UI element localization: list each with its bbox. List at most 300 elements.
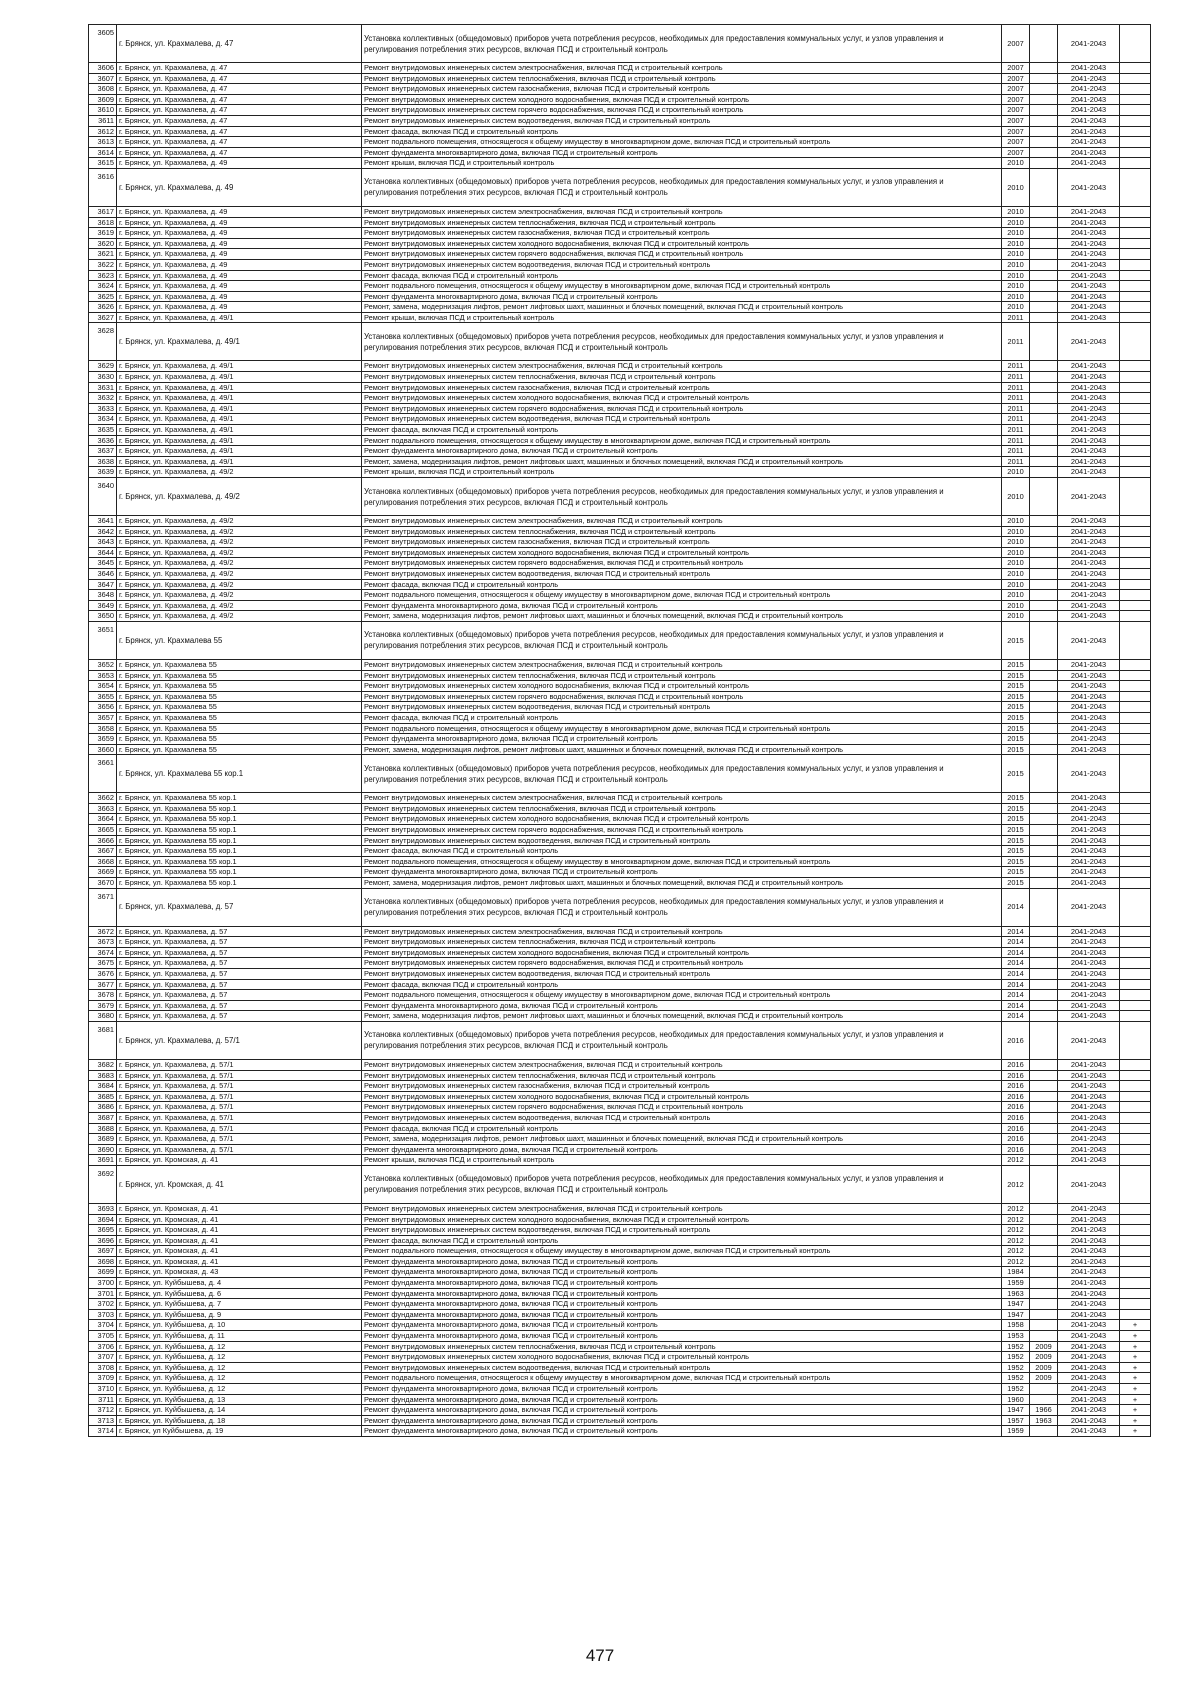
table-row: [89, 537, 1151, 548]
row-number: 3671: [89, 888, 117, 926]
mark-cell: [1120, 1278, 1151, 1289]
repair-period-cell: 2041-2043: [1058, 1225, 1120, 1236]
address-cell: г. Брянск, ул. Куйбышева, д. 12: [117, 1373, 362, 1384]
last-repair-year-cell: [1030, 361, 1058, 372]
last-repair-year-cell: [1030, 990, 1058, 1001]
work-type-cell: Ремонт подвального помещения, относящегося к общему имуществу в многоквартирном доме, включая ПСД и строительный контроль: [362, 856, 1002, 867]
row-number: 3625: [89, 291, 117, 302]
table-row: [89, 1214, 1151, 1225]
table-row: [89, 281, 1151, 292]
row-number: 3681: [89, 1021, 117, 1059]
address-cell: г. Брянск, ул. Крахмалева, д. 57: [117, 979, 362, 990]
work-type-cell: Ремонт внутридомовых инженерных систем холодного водоснабжения, включая ПСД и строительный контроль: [362, 393, 1002, 404]
mark-cell: [1120, 979, 1151, 990]
row-number: 3618: [89, 217, 117, 228]
table-row: [89, 105, 1151, 116]
last-repair-year-cell: [1030, 281, 1058, 292]
work-type-cell: Установка коллективных (общедомовых) приборов учета потребления ресурсов, необходимых для предоставления коммунальных услуг, и узлов управления и регулирования потребления этих ресурсов, включая ПСД и строительный контроль: [362, 888, 1002, 926]
work-type-cell: Ремонт фундамента многоквартирного дома, включая ПСД и строительный контроль: [362, 600, 1002, 611]
work-type-cell: Ремонт фундамента многоквартирного дома, включая ПСД и строительный контроль: [362, 1299, 1002, 1310]
last-repair-year-cell: [1030, 1267, 1058, 1278]
row-number: 3665: [89, 825, 117, 836]
mark-cell: [1120, 1102, 1151, 1113]
year-built-cell: 2010: [1002, 526, 1030, 537]
row-number: 3670: [89, 878, 117, 889]
work-type-cell: Ремонт внутридомовых инженерных систем водоотведения, включая ПСД и строительный контроль: [362, 1112, 1002, 1123]
address-cell: г. Брянск, ул. Крахмалева, д. 57/1: [117, 1144, 362, 1155]
mark-cell: [1120, 478, 1151, 516]
work-type-cell: Ремонт внутридомовых инженерных систем холодного водоснабжения, включая ПСД и строительный контроль: [362, 547, 1002, 558]
table-row: [89, 84, 1151, 95]
work-type-cell: Ремонт, замена, модернизация лифтов, ремонт лифтовых шахт, машинных и блочных помещений, включая ПСД и строительный контроль: [362, 1134, 1002, 1145]
address-cell: г. Брянск, ул. Куйбышева, д. 14: [117, 1405, 362, 1416]
last-repair-year-cell: [1030, 937, 1058, 948]
last-repair-year-cell: [1030, 744, 1058, 755]
address-cell: г. Брянск, ул. Крахмалева, д. 49: [117, 302, 362, 313]
work-type-cell: Ремонт внутридомовых инженерных систем холодного водоснабжения, включая ПСД и строительный контроль: [362, 681, 1002, 692]
table-row: [89, 691, 1151, 702]
repair-period-cell: 2041-2043: [1058, 979, 1120, 990]
last-repair-year-cell: [1030, 372, 1058, 383]
repair-period-cell: 2041-2043: [1058, 168, 1120, 206]
year-built-cell: 2015: [1002, 659, 1030, 670]
address-cell: г. Брянск, ул. Крахмалева, д. 57: [117, 888, 362, 926]
table-row: [89, 1384, 1151, 1395]
last-repair-year-cell: [1030, 115, 1058, 126]
address-cell: г. Брянск, ул. Крахмалева, д. 47: [117, 105, 362, 116]
mark-cell: [1120, 1155, 1151, 1166]
year-built-cell: 2015: [1002, 621, 1030, 659]
address-cell: г. Брянск, ул. Крахмалева 55: [117, 659, 362, 670]
address-cell: г. Брянск, ул. Крахмалева 55: [117, 723, 362, 734]
repair-period-cell: 2041-2043: [1058, 1278, 1120, 1289]
mark-cell: [1120, 393, 1151, 404]
repair-period-cell: 2041-2043: [1058, 755, 1120, 793]
work-type-cell: Ремонт внутридомовых инженерных систем водоотведения, включая ПСД и строительный контроль: [362, 1225, 1002, 1236]
last-repair-year-cell: [1030, 611, 1058, 622]
table-row: [89, 867, 1151, 878]
year-built-cell: 2010: [1002, 158, 1030, 169]
repair-period-cell: 2041-2043: [1058, 126, 1120, 137]
year-built-cell: 2012: [1002, 1235, 1030, 1246]
address-cell: г. Брянск, ул. Крахмалева, д. 49: [117, 281, 362, 292]
mark-cell: [1120, 1246, 1151, 1257]
year-built-cell: 1952: [1002, 1384, 1030, 1395]
table-row: [89, 137, 1151, 148]
work-type-cell: Ремонт фасада, включая ПСД и строительный контроль: [362, 1235, 1002, 1246]
address-cell: г. Брянск, ул. Крахмалева, д. 57/1: [117, 1070, 362, 1081]
year-built-cell: 2014: [1002, 979, 1030, 990]
year-built-cell: 2014: [1002, 937, 1030, 948]
last-repair-year-cell: [1030, 1165, 1058, 1203]
year-built-cell: 2010: [1002, 537, 1030, 548]
last-repair-year-cell: [1030, 803, 1058, 814]
year-built-cell: 2012: [1002, 1246, 1030, 1257]
repair-period-cell: 2041-2043: [1058, 414, 1120, 425]
year-built-cell: 1953: [1002, 1331, 1030, 1342]
repair-period-cell: 2041-2043: [1058, 846, 1120, 857]
table-row: [89, 814, 1151, 825]
table-row: [89, 1405, 1151, 1416]
repair-period-cell: 2041-2043: [1058, 888, 1120, 926]
address-cell: г. Брянск, ул. Крахмалева, д. 49: [117, 217, 362, 228]
mark-cell: [1120, 63, 1151, 74]
table-row: [89, 1288, 1151, 1299]
address-cell: г. Брянск, ул. Кромская, д. 41: [117, 1235, 362, 1246]
repair-period-cell: 2041-2043: [1058, 926, 1120, 937]
address-cell: г. Брянск, ул. Крахмалева 55: [117, 702, 362, 713]
row-number: 3687: [89, 1112, 117, 1123]
work-type-cell: Ремонт фундамента многоквартирного дома, включая ПСД и строительный контроль: [362, 867, 1002, 878]
mark-cell: [1120, 1235, 1151, 1246]
work-type-cell: Ремонт фундамента многоквартирного дома, включая ПСД и строительный контроль: [362, 1426, 1002, 1437]
row-number: 3606: [89, 63, 117, 74]
year-built-cell: 2012: [1002, 1155, 1030, 1166]
last-repair-year-cell: [1030, 403, 1058, 414]
row-number: 3683: [89, 1070, 117, 1081]
mark-cell: +: [1120, 1373, 1151, 1384]
last-repair-year-cell: 2009: [1030, 1352, 1058, 1363]
year-built-cell: 2011: [1002, 403, 1030, 414]
repair-period-cell: 2041-2043: [1058, 446, 1120, 457]
repair-period-cell: 2041-2043: [1058, 702, 1120, 713]
work-type-cell: Ремонт фасада, включая ПСД и строительный контроль: [362, 270, 1002, 281]
work-type-cell: Ремонт подвального помещения, относящегося к общему имуществу в многоквартирном доме, включая ПСД и строительный контроль: [362, 990, 1002, 1001]
row-number: 3610: [89, 105, 117, 116]
row-number: 3691: [89, 1155, 117, 1166]
year-built-cell: 2016: [1002, 1081, 1030, 1092]
year-built-cell: 2010: [1002, 249, 1030, 260]
repair-period-cell: 2041-2043: [1058, 1144, 1120, 1155]
address-cell: г. Брянск, ул. Куйбышева, д. 12: [117, 1384, 362, 1395]
table-row: [89, 516, 1151, 527]
row-number: 3706: [89, 1341, 117, 1352]
repair-period-cell: 2041-2043: [1058, 1288, 1120, 1299]
mark-cell: [1120, 228, 1151, 239]
mark-cell: [1120, 878, 1151, 889]
mark-cell: [1120, 926, 1151, 937]
repair-period-cell: 2041-2043: [1058, 137, 1120, 148]
address-cell: г. Брянск, ул. Крахмалева 55 кор.1: [117, 867, 362, 878]
work-type-cell: Ремонт подвального помещения, относящегося к общему имуществу в многоквартирном доме, включая ПСД и строительный контроль: [362, 281, 1002, 292]
address-cell: г. Брянск, ул. Крахмалева, д. 49/1: [117, 361, 362, 372]
repair-period-cell: 2041-2043: [1058, 835, 1120, 846]
last-repair-year-cell: [1030, 25, 1058, 63]
row-number: 3711: [89, 1394, 117, 1405]
last-repair-year-cell: [1030, 621, 1058, 659]
repair-period-cell: 2041-2043: [1058, 1134, 1120, 1145]
mark-cell: [1120, 1070, 1151, 1081]
address-cell: г. Брянск, ул Куйбышева, д. 19: [117, 1426, 362, 1437]
address-cell: г. Брянск, ул. Крахмалева, д. 47: [117, 137, 362, 148]
repair-period-cell: 2041-2043: [1058, 323, 1120, 361]
year-built-cell: 1947: [1002, 1309, 1030, 1320]
year-built-cell: 2010: [1002, 590, 1030, 601]
row-number: 3659: [89, 734, 117, 745]
repair-period-cell: 2041-2043: [1058, 1299, 1120, 1310]
address-cell: г. Брянск, ул. Кромская, д. 41: [117, 1256, 362, 1267]
work-type-cell: Ремонт подвального помещения, относящегося к общему имуществу в многоквартирном доме, включая ПСД и строительный контроль: [362, 590, 1002, 601]
row-number: 3714: [89, 1426, 117, 1437]
table-row: [89, 73, 1151, 84]
mark-cell: [1120, 1267, 1151, 1278]
mark-cell: [1120, 702, 1151, 713]
year-built-cell: 1952: [1002, 1373, 1030, 1384]
table-row: [89, 323, 1151, 361]
mark-cell: [1120, 1123, 1151, 1134]
row-number: 3639: [89, 467, 117, 478]
row-number: 3705: [89, 1331, 117, 1342]
table-row: [89, 835, 1151, 846]
mark-cell: +: [1120, 1331, 1151, 1342]
year-built-cell: 2011: [1002, 393, 1030, 404]
address-cell: г. Брянск, ул. Куйбышева, д. 12: [117, 1341, 362, 1352]
mark-cell: [1120, 206, 1151, 217]
row-number: 3643: [89, 537, 117, 548]
table-row: [89, 63, 1151, 74]
repair-period-cell: 2041-2043: [1058, 1102, 1120, 1113]
mark-cell: [1120, 937, 1151, 948]
work-type-cell: Ремонт внутридомовых инженерных систем водоотведения, включая ПСД и строительный контроль: [362, 702, 1002, 713]
year-built-cell: 2016: [1002, 1134, 1030, 1145]
mark-cell: [1120, 579, 1151, 590]
address-cell: г. Брянск, ул. Кромская, д. 41: [117, 1155, 362, 1166]
year-built-cell: 2007: [1002, 84, 1030, 95]
mark-cell: [1120, 867, 1151, 878]
row-number: 3661: [89, 755, 117, 793]
repair-period-cell: 2041-2043: [1058, 361, 1120, 372]
row-number: 3628: [89, 323, 117, 361]
row-number: 3605: [89, 25, 117, 63]
mark-cell: [1120, 446, 1151, 457]
repair-period-cell: 2041-2043: [1058, 84, 1120, 95]
year-built-cell: 2011: [1002, 456, 1030, 467]
address-cell: г. Брянск, ул. Крахмалева 55 кор.1: [117, 755, 362, 793]
table-row: [89, 1341, 1151, 1352]
table-row: [89, 1415, 1151, 1426]
row-number: 3686: [89, 1102, 117, 1113]
last-repair-year-cell: [1030, 825, 1058, 836]
work-type-cell: Ремонт внутридомовых инженерных систем теплоснабжения, включая ПСД и строительный контроль: [362, 526, 1002, 537]
row-number: 3626: [89, 302, 117, 313]
address-cell: г. Брянск, ул. Крахмалева, д. 49/2: [117, 590, 362, 601]
year-built-cell: 1952: [1002, 1362, 1030, 1373]
address-cell: г. Брянск, ул. Крахмалева 55 кор.1: [117, 835, 362, 846]
repair-period-cell: 2041-2043: [1058, 568, 1120, 579]
table-row: [89, 1070, 1151, 1081]
mark-cell: +: [1120, 1352, 1151, 1363]
year-built-cell: 2007: [1002, 137, 1030, 148]
mark-cell: [1120, 94, 1151, 105]
address-cell: г. Брянск, ул. Крахмалева, д. 57/1: [117, 1123, 362, 1134]
last-repair-year-cell: [1030, 814, 1058, 825]
mark-cell: [1120, 323, 1151, 361]
last-repair-year-cell: [1030, 1123, 1058, 1134]
repair-period-cell: 2041-2043: [1058, 537, 1120, 548]
mark-cell: [1120, 467, 1151, 478]
year-built-cell: 2014: [1002, 1000, 1030, 1011]
year-built-cell: 1952: [1002, 1341, 1030, 1352]
work-type-cell: Ремонт внутридомовых инженерных систем холодного водоснабжения, включая ПСД и строительный контроль: [362, 94, 1002, 105]
repair-period-cell: 2041-2043: [1058, 228, 1120, 239]
last-repair-year-cell: [1030, 1299, 1058, 1310]
last-repair-year-cell: [1030, 126, 1058, 137]
repair-period-cell: 2041-2043: [1058, 1405, 1120, 1416]
last-repair-year-cell: [1030, 478, 1058, 516]
last-repair-year-cell: 1963: [1030, 1415, 1058, 1426]
row-number: 3623: [89, 270, 117, 281]
last-repair-year-cell: [1030, 238, 1058, 249]
work-type-cell: Ремонт внутридомовых инженерных систем теплоснабжения, включая ПСД и строительный контроль: [362, 372, 1002, 383]
last-repair-year-cell: [1030, 382, 1058, 393]
year-built-cell: 1963: [1002, 1288, 1030, 1299]
last-repair-year-cell: [1030, 1384, 1058, 1395]
last-repair-year-cell: [1030, 681, 1058, 692]
mark-cell: [1120, 291, 1151, 302]
work-type-cell: Ремонт фундамента многоквартирного дома, включая ПСД и строительный контроль: [362, 1405, 1002, 1416]
year-built-cell: 2012: [1002, 1165, 1030, 1203]
mark-cell: [1120, 1299, 1151, 1310]
row-number: 3632: [89, 393, 117, 404]
row-number: 3642: [89, 526, 117, 537]
mark-cell: [1120, 1059, 1151, 1070]
last-repair-year-cell: [1030, 958, 1058, 969]
repair-period-cell: 2041-2043: [1058, 803, 1120, 814]
repair-period-cell: 2041-2043: [1058, 1203, 1120, 1214]
table-row: [89, 1331, 1151, 1342]
address-cell: г. Брянск, ул. Крахмалева, д. 49/1: [117, 382, 362, 393]
row-number: 3675: [89, 958, 117, 969]
work-type-cell: Ремонт фасада, включая ПСД и строительный контроль: [362, 979, 1002, 990]
year-built-cell: 2015: [1002, 846, 1030, 857]
address-cell: г. Брянск, ул. Куйбышева, д. 4: [117, 1278, 362, 1289]
row-number: 3697: [89, 1246, 117, 1257]
year-built-cell: 2011: [1002, 425, 1030, 436]
table-row: [89, 547, 1151, 558]
work-type-cell: Ремонт внутридомовых инженерных систем водоотведения, включая ПСД и строительный контроль: [362, 259, 1002, 270]
last-repair-year-cell: [1030, 659, 1058, 670]
table-row: [89, 435, 1151, 446]
year-built-cell: 2010: [1002, 611, 1030, 622]
year-built-cell: 2012: [1002, 1256, 1030, 1267]
row-number: 3627: [89, 312, 117, 323]
table-row: [89, 1144, 1151, 1155]
table-row: [89, 1102, 1151, 1113]
last-repair-year-cell: [1030, 1021, 1058, 1059]
year-built-cell: 2015: [1002, 702, 1030, 713]
last-repair-year-cell: [1030, 302, 1058, 313]
last-repair-year-cell: [1030, 414, 1058, 425]
repair-period-cell: 2041-2043: [1058, 435, 1120, 446]
last-repair-year-cell: [1030, 979, 1058, 990]
year-built-cell: 2011: [1002, 323, 1030, 361]
address-cell: г. Брянск, ул. Крахмалева, д. 49/1: [117, 446, 362, 457]
repair-period-cell: 2041-2043: [1058, 1256, 1120, 1267]
year-built-cell: 1947: [1002, 1405, 1030, 1416]
address-cell: г. Брянск, ул. Крахмалева, д. 49: [117, 249, 362, 260]
repair-period-cell: 2041-2043: [1058, 382, 1120, 393]
repair-period-cell: 2041-2043: [1058, 947, 1120, 958]
row-number: 3622: [89, 259, 117, 270]
year-built-cell: 2007: [1002, 126, 1030, 137]
mark-cell: [1120, 969, 1151, 980]
row-number: 3707: [89, 1352, 117, 1363]
table-row: [89, 526, 1151, 537]
address-cell: г. Брянск, ул. Куйбышева, д. 13: [117, 1394, 362, 1405]
year-built-cell: 1959: [1002, 1426, 1030, 1437]
row-number: 3648: [89, 590, 117, 601]
mark-cell: [1120, 856, 1151, 867]
address-cell: г. Брянск, ул. Крахмалева, д. 49: [117, 168, 362, 206]
mark-cell: [1120, 516, 1151, 527]
year-built-cell: 2010: [1002, 568, 1030, 579]
address-cell: г. Брянск, ул. Крахмалева, д. 57: [117, 937, 362, 948]
repair-period-cell: 2041-2043: [1058, 1331, 1120, 1342]
work-type-cell: Ремонт внутридомовых инженерных систем электроснабжения, включая ПСД и строительный контроль: [362, 516, 1002, 527]
row-number: 3673: [89, 937, 117, 948]
work-type-cell: Установка коллективных (общедомовых) приборов учета потребления ресурсов, необходимых для предоставления коммунальных услуг, и узлов управления и регулирования потребления этих ресурсов, включая ПСД и строительный контроль: [362, 323, 1002, 361]
year-built-cell: 2016: [1002, 1070, 1030, 1081]
work-type-cell: Ремонт внутридомовых инженерных систем горячего водоснабжения, включая ПСД и строительный контроль: [362, 958, 1002, 969]
repair-period-cell: 2041-2043: [1058, 1165, 1120, 1203]
row-number: 3630: [89, 372, 117, 383]
mark-cell: [1120, 249, 1151, 260]
address-cell: г. Брянск, ул. Крахмалева, д. 49/2: [117, 526, 362, 537]
address-cell: г. Брянск, ул. Крахмалева, д. 57: [117, 947, 362, 958]
mark-cell: [1120, 361, 1151, 372]
year-built-cell: 2016: [1002, 1123, 1030, 1134]
table-row: [89, 467, 1151, 478]
repair-period-cell: 2041-2043: [1058, 814, 1120, 825]
work-type-cell: Установка коллективных (общедомовых) приборов учета потребления ресурсов, необходимых для предоставления коммунальных услуг, и узлов управления и регулирования потребления этих ресурсов, включая ПСД и строительный контроль: [362, 1021, 1002, 1059]
mark-cell: [1120, 137, 1151, 148]
table-row: [89, 723, 1151, 734]
mark-cell: [1120, 723, 1151, 734]
year-built-cell: 2010: [1002, 206, 1030, 217]
table-row: [89, 456, 1151, 467]
year-built-cell: 2016: [1002, 1059, 1030, 1070]
work-type-cell: Ремонт внутридомовых инженерных систем холодного водоснабжения, включая ПСД и строительный контроль: [362, 1214, 1002, 1225]
work-type-cell: Ремонт крыши, включая ПСД и строительный контроль: [362, 467, 1002, 478]
repair-period-cell: 2041-2043: [1058, 372, 1120, 383]
work-type-cell: Ремонт внутридомовых инженерных систем холодного водоснабжения, включая ПСД и строительный контроль: [362, 814, 1002, 825]
table-body: [89, 25, 1151, 1437]
table-row: [89, 1225, 1151, 1236]
address-cell: г. Брянск, ул. Крахмалева, д. 49/2: [117, 478, 362, 516]
address-cell: г. Брянск, ул. Крахмалева, д. 49/2: [117, 600, 362, 611]
work-type-cell: Ремонт внутридомовых инженерных систем горячего водоснабжения, включая ПСД и строительный контроль: [362, 691, 1002, 702]
year-built-cell: 2015: [1002, 867, 1030, 878]
work-type-cell: Ремонт фундамента многоквартирного дома, включая ПСД и строительный контроль: [362, 147, 1002, 158]
year-built-cell: 2015: [1002, 803, 1030, 814]
work-type-cell: Ремонт внутридомовых инженерных систем электроснабжения, включая ПСД и строительный контроль: [362, 1203, 1002, 1214]
address-cell: г. Брянск, ул. Крахмалева, д. 49: [117, 291, 362, 302]
address-cell: г. Брянск, ул. Крахмалева 55: [117, 691, 362, 702]
last-repair-year-cell: [1030, 526, 1058, 537]
work-type-cell: Ремонт крыши, включая ПСД и строительный контроль: [362, 158, 1002, 169]
row-number: 3674: [89, 947, 117, 958]
table-row: [89, 425, 1151, 436]
work-type-cell: Ремонт внутридомовых инженерных систем водоотведения, включая ПСД и строительный контроль: [362, 1362, 1002, 1373]
mark-cell: [1120, 312, 1151, 323]
last-repair-year-cell: [1030, 1081, 1058, 1092]
last-repair-year-cell: 2009: [1030, 1373, 1058, 1384]
row-number: 3650: [89, 611, 117, 622]
address-cell: г. Брянск, ул. Куйбышева, д. 6: [117, 1288, 362, 1299]
last-repair-year-cell: [1030, 856, 1058, 867]
mark-cell: [1120, 270, 1151, 281]
mark-cell: [1120, 793, 1151, 804]
